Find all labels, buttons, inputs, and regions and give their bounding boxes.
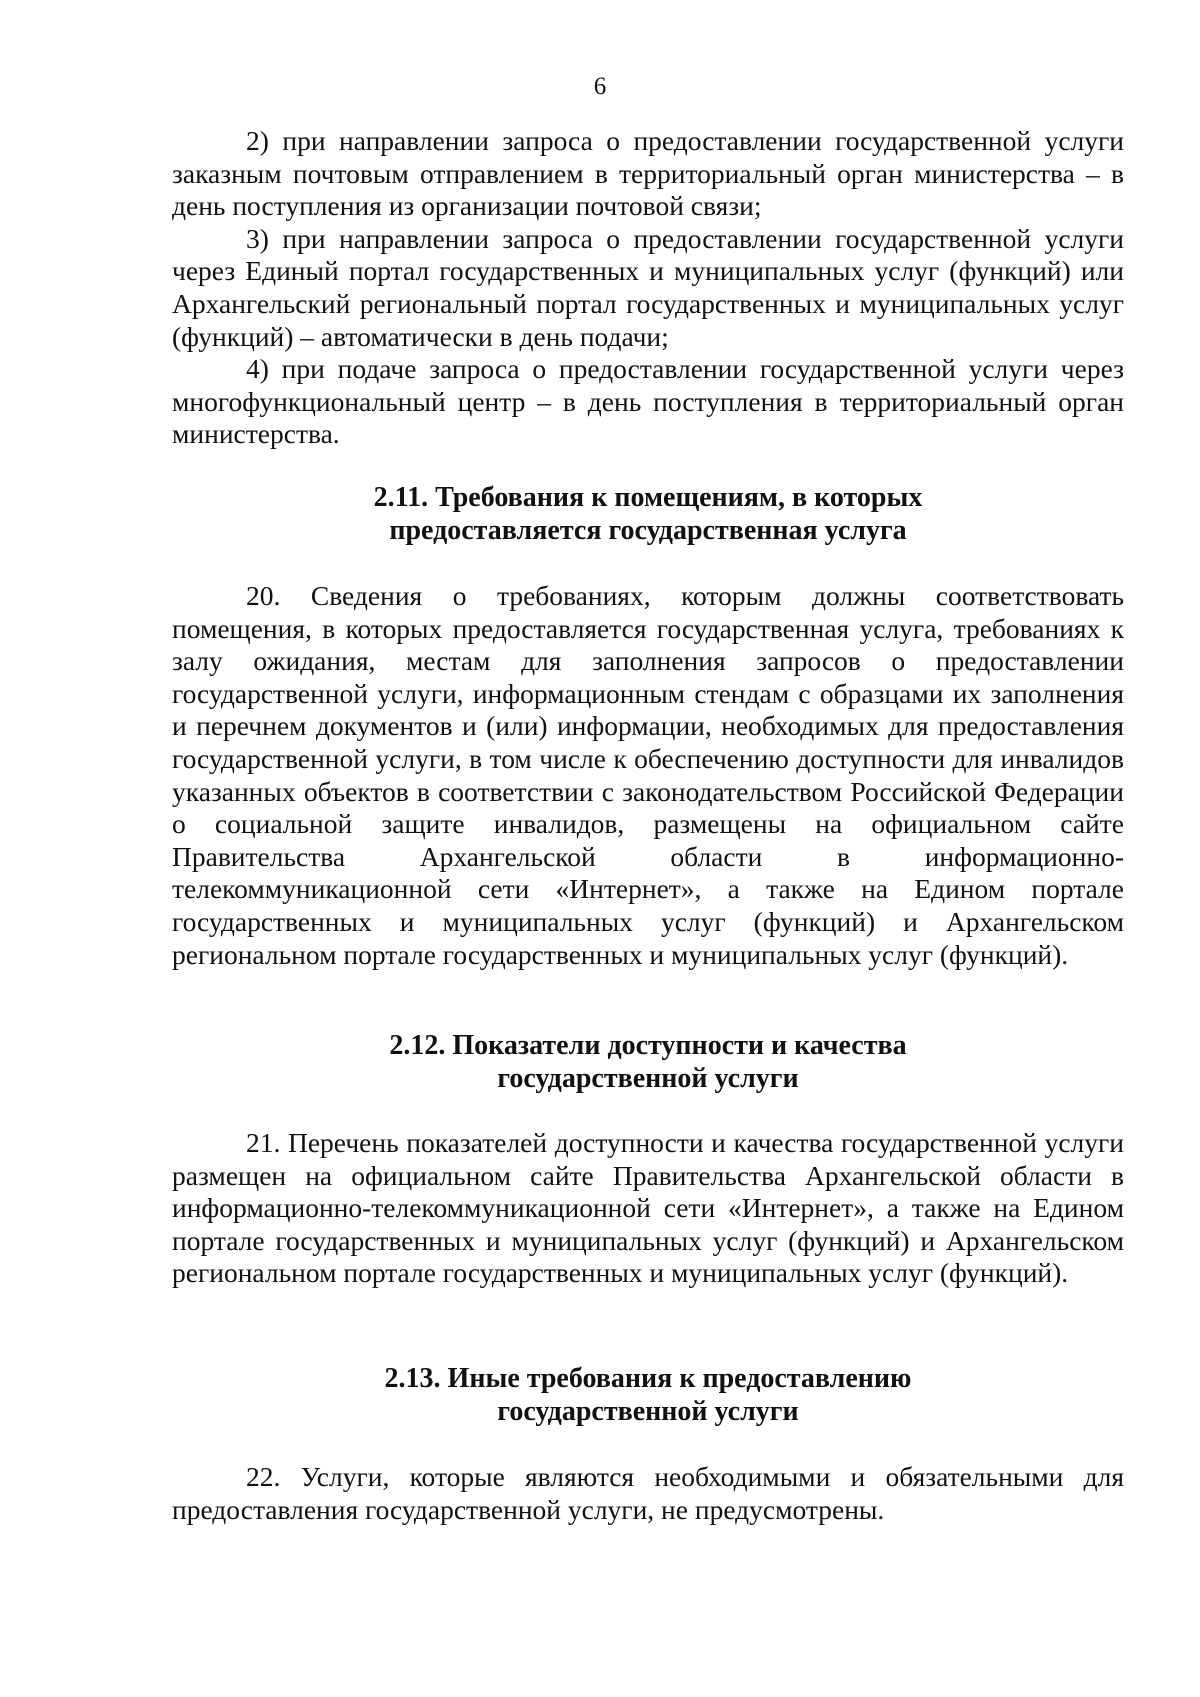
section-heading-2-12 — [172, 1030, 1124, 1095]
section-heading-line: предоставляется государственная услуга — [389, 514, 907, 546]
paragraph-item-4: 4) при подаче запроса о предоставлении государственной услуги через многофункциональный центр – в день поступления в территориальный орган министерства. — [172, 353, 1124, 450]
paragraph-20: 20. Сведения о требованиях, которым должны соответствовать помещения, в которых предоставляется государственная услуга, требованиях к залу ожидания, местам для заполнения запросов о предоставлении государственной услуги, информационным стендам с образцами их заполнения и перечнем документов и (или) информации, необходимых для предоставления государственной услуги, в том числе к обеспечению доступности для инвалидов указанных объектов в соответствии с законодательством Российской Федерации о социальной защите инвалидов, размещены на официальном сайте Правительства Архангельской области в информационно-телекоммуникационной сети «Интернет», а также на Едином портале государственных и муниципальных услуг (функций) и Архангельском региональном портале государственных и муниципальных услуг (функций). — [172, 580, 1124, 970]
section-body-2-12 — [172, 1127, 1124, 1290]
section-heading-line: государственной услуги — [497, 1395, 799, 1427]
paragraph-item-3: 3) при направлении запроса о предоставлении государственной услуги через Единый портал государственных и муниципальных услуг (функций) или Архангельский региональный портал государственных и муниципальных услуг (функций) – автоматически в день подачи; — [172, 222, 1124, 352]
page-number: 6 — [593, 73, 607, 100]
paragraph-22: 22. Услуги, которые являются необходимыми и обязательными для предоставления государственной услуги, не предусмотрены. — [172, 1461, 1124, 1525]
section-heading-line: государственной услуги — [497, 1062, 799, 1094]
section-heading-line: 2.12. Показатели доступности и качества — [389, 1030, 907, 1061]
section-heading-2-11 — [172, 482, 1124, 547]
section-heading-line: 2.13. Иные требования к предоставлению — [384, 1363, 912, 1394]
section-heading-2-13 — [172, 1363, 1124, 1428]
paragraph-group-receipt-dates — [172, 125, 1124, 451]
paragraph-item-2: 2) при направлении запроса о предоставлении государственной услуги заказным почтовым отправлением в территориальный орган министерства – в день поступления из организации почтовой связи; — [172, 125, 1124, 222]
section-body-2-11 — [172, 580, 1124, 971]
section-heading-line: 2.11. Требования к помещениям, в которых — [373, 482, 923, 513]
paragraph-21: 21. Перечень показателей доступности и качества государственной услуги размещен на официальном сайте Правительства Архангельской области в информационно-телекоммуникационной сети «Интернет», а также на Едином портале государственных и муниципальных услуг (функций) и Архангельском региональном портале государственных и муниципальных услуг (функций). — [172, 1127, 1124, 1289]
section-body-2-13 — [172, 1461, 1124, 1526]
